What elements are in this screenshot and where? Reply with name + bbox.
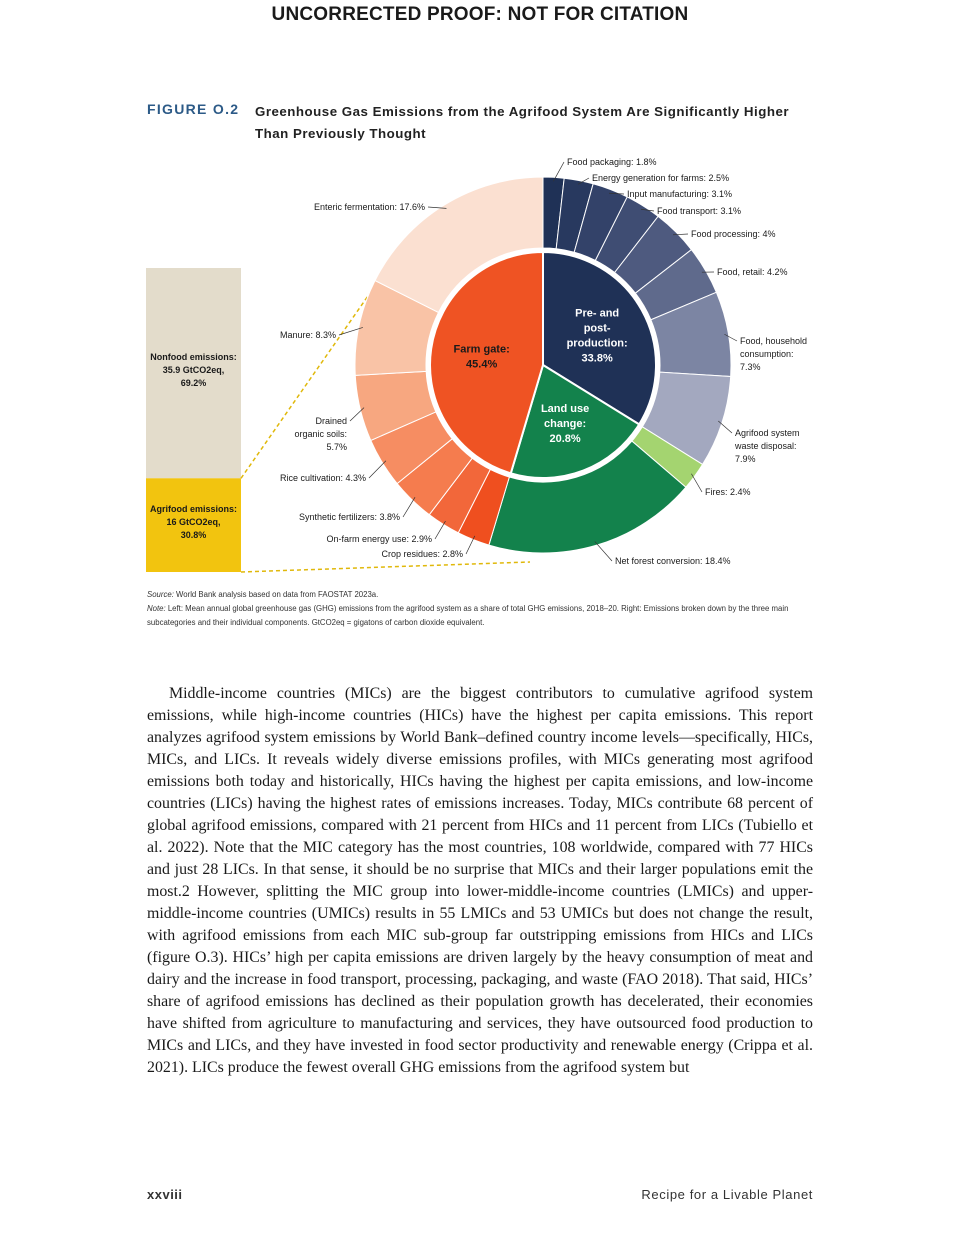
bar-label-1-2: 30.8% xyxy=(180,530,207,541)
outer-label-0-0: Food packaging: 1.8% xyxy=(567,157,657,167)
inner-label-2-0: Farm gate: xyxy=(453,343,510,356)
outer-label-3-0: Food transport: 3.1% xyxy=(657,206,742,216)
leader-line-9 xyxy=(595,542,612,561)
outer-label-1-0: Energy generation for farms: 2.5% xyxy=(592,173,730,183)
outer-label-6-2: 7.3% xyxy=(740,362,761,372)
emissions-chart xyxy=(140,155,830,585)
leader-line-11 xyxy=(435,521,445,539)
outer-label-10-0: Crop residues: 2.8% xyxy=(381,549,463,559)
outer-label-5-0: Food, retail: 4.2% xyxy=(717,267,788,277)
bar-label-0-0: Nonfood emissions: xyxy=(150,352,237,363)
bar-label-0-1: 35.9 GtCO2eq, xyxy=(162,365,225,376)
outer-label-14-1: organic soils: xyxy=(294,429,347,439)
outer-label-13-0: Rice cultivation: 4.3% xyxy=(279,473,366,483)
book-title: Recipe for a Livable Planet xyxy=(641,1187,813,1202)
outer-label-7-1: waste disposal: xyxy=(735,441,797,451)
page-number: xxviii xyxy=(147,1187,183,1202)
bar-label-1-1: 16 GtCO2eq, xyxy=(166,517,221,528)
outer-label-7-2: 7.9% xyxy=(735,454,756,464)
inner-label-0-2: production: xyxy=(566,337,628,350)
source-text: World Bank analysis based on data from FAOSTAT 2023a. xyxy=(176,590,379,599)
figure-title: Greenhouse Gas Emissions from the Agrifood System Are Significantly Higher Than Previously Thought xyxy=(255,104,790,141)
outer-label-7-0: Agrifood system xyxy=(735,428,800,438)
proof-header: UNCORRECTED PROOF: NOT FOR CITATION xyxy=(271,4,689,25)
inner-label-0-0: Pre- and xyxy=(575,307,620,320)
outer-label-6-1: consumption: xyxy=(740,349,794,359)
body-paragraph: Middle-income countries (MICs) are the biggest contributors to cumulative agrifood system emissions, while high-income countries (HICs) have the highest per capita emissions. This report analyzes agrifood system emissions by World Bank–defined country income levels—specifically, HICs, MICs, and LICs. It reveals widely diverse emissions profiles, with MICs generating most agrifood emissions both today and historically, HICs having the highest per capita emissions, and low-income countries (LICs) having the highest rates of emissions increases. Today, MICs contribute 68 percent of global agrifood emissions, compared with 21 percent from HICs and 11 percent from LICs (Tubiello et al. 2022). Note that the MIC category has the most countries, 108 worldwide, compared with 77 HICs and just 28 LICs. In that sense, it should be no surprise that MICs and their larger populations emit the most.2 However, splitting the MIC group into lower-middle-income countries (LMICs) and upper-middle-income countries (UMICs) results in 55 LMICs and 53 UMICs but does not change the result, with agrifood emissions from each MIC sub-group far outstripping emissions from HICs and LICs (figure O.3). HICs’ high per capita emissions are driven largely by the heavy consumption of meat and dairy and the increase in food transport, processing, packaging, and waste (FAO 2018). That said, HICs’ share of agrifood emissions has declined as their population growth has decelerated, their economies have shifted from agriculture to manufacturing and services, they have outsourced food production to MICs and LICs, and they have invested in food sector productivity and renewable energy (Crippa et al. 2021). LICs produce the fewest overall GHG emissions from the agrifood system but xyxy=(147,685,813,1076)
connector-bottom xyxy=(241,562,530,572)
source-label: Source: xyxy=(147,590,174,599)
note-line xyxy=(147,602,817,630)
figure-label: FIGURE O.2 xyxy=(147,101,240,117)
outer-label-14-2: 5.7% xyxy=(326,442,347,452)
inner-label-0-1: post- xyxy=(583,322,611,335)
outer-label-11-0: On-farm energy use: 2.9% xyxy=(326,534,432,544)
outer-label-6-0: Food, household xyxy=(740,336,808,346)
inner-label-1-0: Land use xyxy=(540,402,590,415)
inner-label-1-1: change: xyxy=(544,417,587,430)
outer-label-14-0: Drained xyxy=(315,416,347,426)
inner-label-0-3: 33.8% xyxy=(581,352,613,365)
leader-line-13 xyxy=(369,461,386,478)
outer-label-16-0: Enteric fermentation: 17.6% xyxy=(313,202,425,212)
outer-label-8-0: Fires: 2.4% xyxy=(705,487,751,497)
outer-label-12-0: Synthetic fertilizers: 3.8% xyxy=(298,512,400,522)
leader-line-12 xyxy=(403,497,415,517)
bar-label-0-2: 69.2% xyxy=(180,378,207,389)
inner-label-1-2: 20.8% xyxy=(549,432,581,445)
outer-label-15-0: Manure: 8.3% xyxy=(279,330,336,340)
note-label: Note: xyxy=(147,604,166,613)
source-line xyxy=(147,588,817,602)
bar-label-1-0: Agrifood emissions: xyxy=(149,504,238,515)
outer-label-4-0: Food processing: 4% xyxy=(691,229,776,239)
outer-label-2-0: Input manufacturing: 3.1% xyxy=(627,189,733,199)
inner-label-2-1: 45.4% xyxy=(466,358,498,371)
outer-label-9-0: Net forest conversion: 18.4% xyxy=(615,556,731,566)
note-text: Left: Mean annual global greenhouse gas (GHG) emissions from the agrifood system as a share of total GHG emissions, 2018–20. Right: Emissions broken down by the three main subcategories and their individual components. GtCO2eq = gigatons of carbon dioxide equivalent. xyxy=(147,604,789,627)
leader-line-8 xyxy=(691,474,702,492)
